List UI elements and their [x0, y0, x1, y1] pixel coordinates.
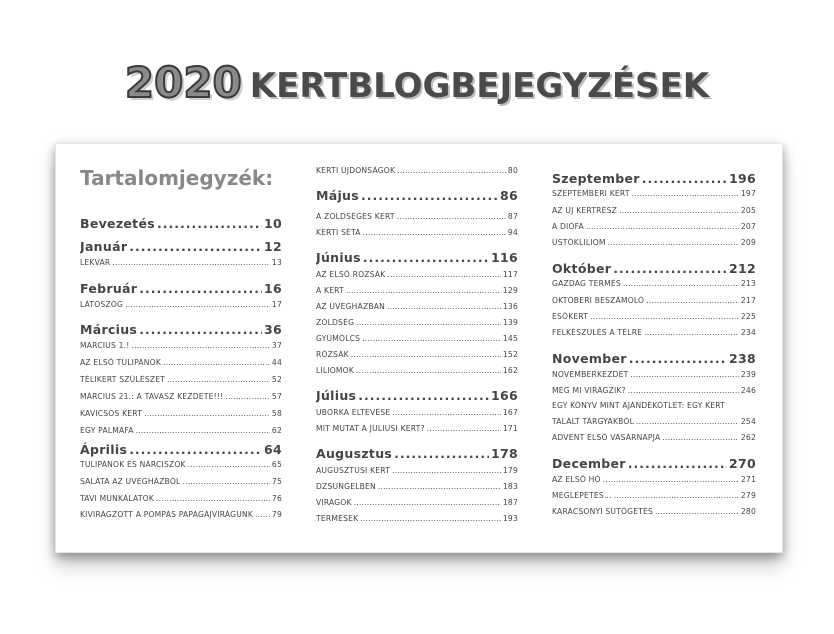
toc-page-number: 58	[271, 409, 282, 418]
toc-entry-label: VIRÁGOK	[316, 498, 352, 507]
toc-entry-row	[80, 358, 282, 367]
toc-entry-label: ZÖLDSÉG	[316, 318, 355, 327]
toc-entry-row	[552, 296, 756, 305]
toc-entry-row	[316, 498, 518, 507]
dot-leader	[144, 409, 270, 418]
toc-entry-row	[80, 510, 282, 519]
dot-leader	[394, 446, 489, 461]
toc-entry-label: KERTI ÚJDONSÁGOK	[316, 166, 396, 175]
toc-heading: Tartalomjegyzék:	[80, 166, 274, 190]
dot-leader	[397, 212, 506, 221]
toc-page-number: 162	[502, 366, 518, 375]
toc-page-number: 234	[740, 328, 756, 337]
dot-leader	[630, 370, 738, 379]
dot-leader	[628, 386, 739, 395]
toc-entry-row	[316, 270, 518, 279]
toc-page-number: 86	[500, 188, 518, 203]
toc-page-number: 79	[271, 510, 282, 519]
dot-leader	[129, 239, 262, 254]
toc-page-number: 209	[740, 238, 756, 247]
toc-month-row	[80, 216, 282, 231]
toc-entry-row	[316, 228, 518, 237]
toc-month-row	[552, 171, 756, 186]
toc-entry-row	[316, 302, 518, 311]
toc-entry-label: RÓZSÁK	[316, 350, 349, 359]
toc-entry-row	[552, 475, 756, 484]
toc-page-number: 207	[740, 222, 756, 231]
toc-entry-label: SALÁTA AZ ÜVEGHÁZBÓL	[80, 477, 181, 486]
toc-page-number: 179	[502, 466, 518, 475]
toc-entry-row	[552, 279, 756, 288]
toc-entry-row	[316, 466, 518, 475]
toc-entry-row	[316, 334, 518, 343]
dot-leader	[642, 171, 727, 186]
toc-entry-label: AZ ELSŐ TULIPÁNOK	[80, 358, 162, 367]
toc-page-number: 280	[740, 507, 756, 516]
toc-page-number: 62	[271, 426, 282, 435]
toc-page-number: 171	[502, 424, 518, 433]
toc-entry-text: EGY KÖNYV MINT AJÁNDÉKÖTLET: EGY KERT	[552, 401, 726, 410]
dot-leader	[623, 279, 739, 288]
toc-page-number: 271	[740, 475, 756, 484]
toc-entry-label: EGY PÁLMAFA	[80, 426, 134, 435]
toc-page-number: 212	[729, 261, 756, 276]
toc-month-row	[316, 250, 518, 265]
dot-leader	[590, 312, 739, 321]
toc-entry-label: AZ ELSŐ RÓZSÁK	[316, 270, 386, 279]
toc-entry-row	[316, 166, 518, 175]
toc-entry-row	[552, 238, 756, 247]
toc-entry-label: TALÁLT TÁRGYAKBÓL	[552, 417, 635, 426]
dot-leader	[613, 261, 727, 276]
toc-page-number: 75	[271, 477, 282, 486]
toc-page-number: 52	[271, 375, 282, 384]
dot-leader	[131, 341, 269, 350]
toc-entry-row	[316, 514, 518, 523]
toc-sheet	[55, 143, 783, 553]
dot-leader	[628, 456, 727, 471]
dot-leader	[157, 216, 262, 231]
toc-entry-row	[552, 417, 756, 426]
toc-page-number: 225	[740, 312, 756, 321]
toc-entry-label: TAVI MUNKÁLATOK	[80, 494, 155, 503]
toc-page-number: 87	[507, 212, 518, 221]
toc-month-label: Március	[80, 322, 138, 337]
dot-leader	[136, 426, 270, 435]
toc-entry-label: GAZDAG TERMÉS	[552, 279, 621, 288]
title-text: KERTBLOGBEJEGYZÉSEK	[249, 66, 710, 106]
toc-entry-label: LILIOMOK	[316, 366, 355, 375]
dot-leader	[636, 417, 739, 426]
toc-entry-row	[552, 189, 756, 198]
toc-month-label: Október	[552, 261, 612, 276]
dot-leader	[614, 491, 739, 500]
toc-month-row	[316, 388, 518, 403]
toc-entry-row	[316, 350, 518, 359]
dot-leader	[363, 250, 489, 265]
toc-page-number: 213	[740, 279, 756, 288]
dot-leader	[358, 388, 489, 403]
toc-page-number: 166	[491, 388, 518, 403]
toc-entry-label: AUGUSZTUSI KERT	[316, 466, 391, 475]
dot-leader	[356, 318, 501, 327]
toc-entry-row	[552, 386, 756, 395]
toc-entry-row	[80, 375, 282, 384]
toc-entry-label: AZ ELSŐ HÓ	[552, 475, 601, 484]
dot-leader	[586, 222, 739, 231]
toc-entry-label: MÁRCIUS 1.!	[80, 341, 130, 350]
toc-entry-label: NOVEMBERKEZDET	[552, 370, 629, 379]
toc-entry-row	[552, 507, 756, 516]
toc-page-number: 254	[740, 417, 756, 426]
dot-leader	[387, 270, 500, 279]
toc-entry-label: DZSUNGELBEN	[316, 482, 376, 491]
dot-leader	[387, 302, 501, 311]
toc-page-number: 205	[740, 206, 756, 215]
toc-entry-label: MEGLEPETÉS...	[552, 491, 612, 500]
toc-month-label: Bevezetés	[80, 216, 155, 231]
dot-leader	[392, 408, 501, 417]
toc-entry-row	[552, 491, 756, 500]
toc-entry-label: LÁTÓSZÖG	[80, 300, 124, 309]
toc-page-number: 64	[264, 442, 282, 457]
toc-entry-label: UBORKA ELTEVÉSE	[316, 408, 391, 417]
dot-leader	[356, 366, 501, 375]
toc-page-number: 183	[502, 482, 518, 491]
toc-entry-row	[316, 424, 518, 433]
toc-page-number: 239	[740, 370, 756, 379]
dot-leader	[346, 286, 501, 295]
toc-entry-row	[80, 460, 282, 469]
toc-entry-label: KAVICSOS KERT	[80, 409, 143, 418]
toc-page-number: 12	[264, 239, 282, 254]
toc-month-row	[552, 261, 756, 276]
toc-entry-row	[80, 392, 282, 401]
toc-page-number: 44	[271, 358, 282, 367]
dot-leader	[167, 375, 270, 384]
toc-month-row	[80, 322, 282, 337]
dot-leader	[129, 442, 262, 457]
toc-page-number: 246	[740, 386, 756, 395]
dot-leader	[255, 510, 270, 519]
toc-page-number: 145	[502, 334, 518, 343]
dot-leader	[662, 433, 739, 442]
dot-leader	[363, 228, 506, 237]
toc-page-number: 129	[502, 286, 518, 295]
toc-page-number: 217	[740, 296, 756, 305]
toc-month-row	[80, 442, 282, 457]
toc-entry-label: TULIPÁNOK ÉS NÁRCISZOK	[80, 460, 186, 469]
dot-leader	[163, 358, 270, 367]
toc-page-number: 196	[729, 171, 756, 186]
toc-entry-row	[316, 212, 518, 221]
toc-page-number: 279	[740, 491, 756, 500]
toc-page-number: 178	[491, 446, 518, 461]
dot-leader	[188, 460, 270, 469]
dot-leader	[655, 507, 739, 516]
toc-month-label: Június	[316, 250, 361, 265]
dot-leader	[632, 189, 739, 198]
dot-leader	[392, 466, 501, 475]
toc-month-label: Szeptember	[552, 171, 640, 186]
toc-page-number: 57	[271, 392, 282, 401]
dot-leader	[608, 238, 739, 247]
toc-entry-label: MÁRCIUS 21.: A TAVASZ KEZDETE!!!	[80, 392, 224, 401]
toc-entry-row	[552, 312, 756, 321]
toc-entry-label: FELKÉSZÜLÉS A TÉLRE	[552, 328, 643, 337]
dot-leader	[225, 392, 270, 401]
toc-entry-row	[552, 222, 756, 231]
toc-entry-label: OKTÓBERI BESZÁMOLÓ	[552, 296, 645, 305]
toc-entry-row	[552, 370, 756, 379]
toc-month-label: Július	[316, 388, 357, 403]
toc-entry-label: A DIÓFA	[552, 222, 584, 231]
toc-entry-label: LEKVÁR	[80, 258, 111, 267]
toc-page-number: 270	[729, 456, 756, 471]
toc-month-label: Február	[80, 281, 138, 296]
dot-leader	[360, 514, 501, 523]
toc-page-number: 80	[507, 166, 518, 175]
toc-month-label: Augusztus	[316, 446, 393, 461]
toc-entry-label: A ZÖLDSÉGES KERT	[316, 212, 395, 221]
title-year: 2020	[124, 58, 242, 107]
dot-leader	[644, 328, 739, 337]
toc-entry-label: GYÜMÖLCS	[316, 334, 361, 343]
toc-entry-row	[80, 426, 282, 435]
toc-page-number: 152	[502, 350, 518, 359]
toc-entry-row	[316, 318, 518, 327]
toc-page-number: 76	[271, 494, 282, 503]
toc-month-row	[80, 281, 282, 296]
toc-month-label: Április	[80, 442, 128, 457]
toc-entry-row	[552, 433, 756, 442]
toc-entry-label: KARÁCSONYI SÜTÖGETÉS	[552, 507, 654, 516]
toc-entry-row	[552, 206, 756, 215]
toc-page-number: 116	[491, 250, 518, 265]
toc-page-number: 10	[264, 216, 282, 231]
toc-page-number: 117	[502, 270, 518, 279]
page-title	[0, 58, 834, 107]
toc-month-label: Január	[80, 239, 128, 254]
toc-page-number: 139	[502, 318, 518, 327]
toc-entry-label: TERMÉSEK	[316, 514, 359, 523]
toc-month-row	[80, 239, 282, 254]
toc-entry-label: A KERT	[316, 286, 344, 295]
dot-leader	[427, 424, 501, 433]
toc-entry-row	[80, 300, 282, 309]
toc-month-row	[316, 188, 518, 203]
toc-entry-row	[552, 328, 756, 337]
toc-entry-label: AZ ÚJ KERTRÉSZ	[552, 206, 618, 215]
toc-page-number: 187	[502, 498, 518, 507]
toc-entry-label: KIVIRÁGZOTT A POMPÁS PAPAGÁJVIRÁGUNK	[80, 510, 254, 519]
dot-leader	[646, 296, 739, 305]
toc-entry-row	[80, 258, 282, 267]
toc-entry-label: ADVENT ELSŐ VASÁRNAPJA	[552, 433, 661, 442]
dot-leader	[351, 350, 501, 359]
toc-month-label: Május	[316, 188, 359, 203]
toc-entry-row	[316, 286, 518, 295]
toc-page-number: 16	[264, 281, 282, 296]
toc-page-number: 238	[729, 351, 756, 366]
toc-page-number: 17	[271, 300, 282, 309]
dot-leader	[619, 206, 739, 215]
toc-entry-label: MIT MUTAT A JÚLIUSI KERT?	[316, 424, 425, 433]
toc-month-label: December	[552, 456, 626, 471]
dot-leader	[182, 477, 269, 486]
toc-month-row	[552, 456, 756, 471]
toc-page-number: 94	[507, 228, 518, 237]
toc-entry-row	[80, 477, 282, 486]
toc-page-number: 37	[271, 341, 282, 350]
dot-leader	[112, 258, 270, 267]
dot-leader	[378, 482, 501, 491]
toc-page-number: 65	[271, 460, 282, 469]
dot-leader	[139, 281, 262, 296]
dot-leader	[354, 498, 501, 507]
toc-entry-label: ÜSTÖKLILIOM	[552, 238, 606, 247]
dot-leader	[397, 166, 506, 175]
dot-leader	[603, 475, 739, 484]
dot-leader	[361, 188, 498, 203]
toc-page-number: 167	[502, 408, 518, 417]
toc-month-row	[552, 351, 756, 366]
toc-month-label: November	[552, 351, 627, 366]
toc-month-row	[316, 446, 518, 461]
toc-entry-row	[80, 409, 282, 418]
toc-entry-label: ESŐKERT	[552, 312, 589, 321]
toc-entry-row	[316, 366, 518, 375]
dot-leader	[125, 300, 270, 309]
dot-leader	[629, 351, 727, 366]
toc-page-number: 193	[502, 514, 518, 523]
toc-entry-row	[316, 408, 518, 417]
toc-page-number: 262	[740, 433, 756, 442]
toc-page-number: 36	[264, 322, 282, 337]
toc-entry-row	[316, 482, 518, 491]
toc-entry-row	[80, 341, 282, 350]
dot-leader	[362, 334, 501, 343]
dot-leader	[139, 322, 262, 337]
toc-entry-label: KERTI SÉTA	[316, 228, 361, 237]
toc-page-number: 13	[271, 258, 282, 267]
dot-leader	[156, 494, 270, 503]
toc-page-number: 136	[502, 302, 518, 311]
toc-entry-label: TÉLIKERT SZÜLÉSZET	[80, 375, 166, 384]
toc-entry-label: AZ ÜVEGHÁZBAN	[316, 302, 386, 311]
toc-entry-label: MÉG MI VIRÁGZIK?	[552, 386, 626, 395]
toc-entry-row	[80, 494, 282, 503]
toc-entry-label: SZEPTEMBERI KERT	[552, 189, 630, 198]
toc-page-number: 197	[740, 189, 756, 198]
